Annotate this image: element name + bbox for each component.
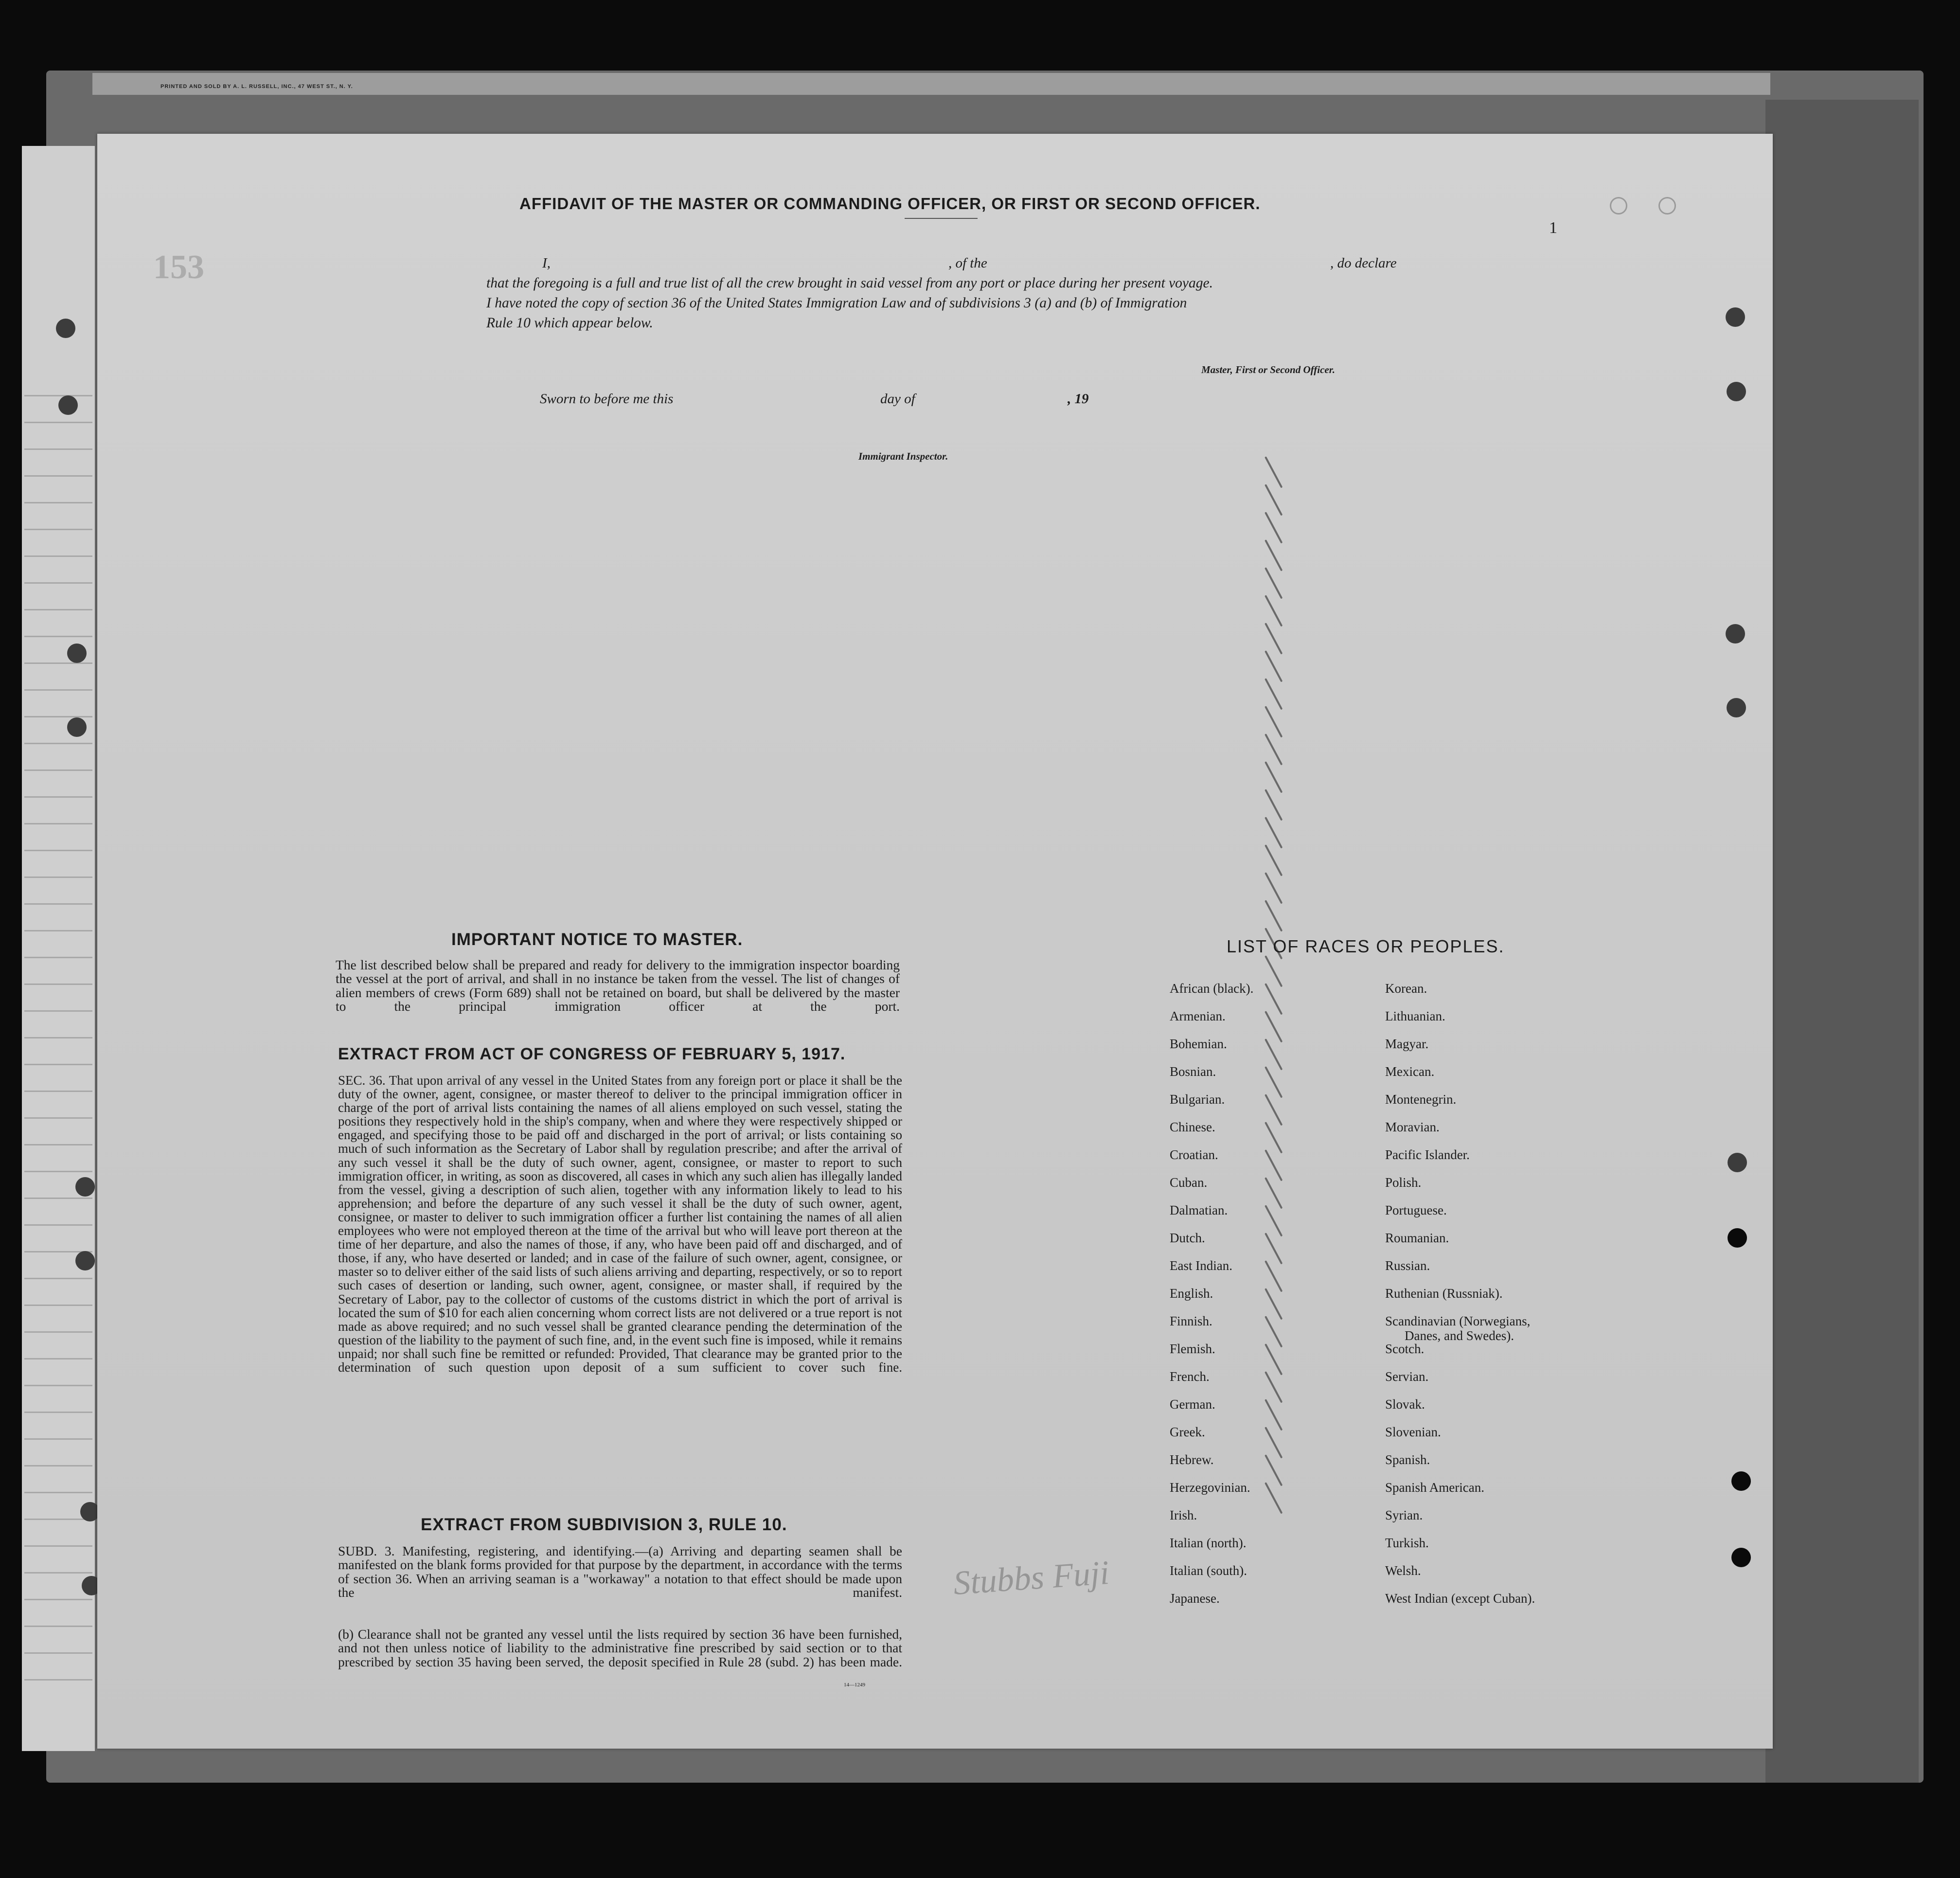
notice-title: IMPORTANT NOTICE TO MASTER. <box>451 930 743 949</box>
punch-hole <box>58 395 78 415</box>
race-item: Servian. <box>1385 1369 1429 1384</box>
year-text: , 19 <box>1068 391 1089 407</box>
punch-hole <box>80 1502 100 1521</box>
race-item: Chinese. <box>1170 1120 1215 1134</box>
ruled-lines <box>24 370 92 1683</box>
act-text: SEC. 36. That upon arrival of any vessel in the United States from any foreign port or place it shall be the duty of the owner, agent, consignee, or master thereof to deliver to the principal immigration officer in charge of the port of arrival lists containing the names of all aliens employed on such vessel, stating the positions they respectively hold in the ship's company, when and where they were respectively shipped or engaged, and specifying those to be paid off and discharged in the port of arrival; or lists containing so much of such information as the Secretary of Labor shall by regulation prescribe; and after the arrival of any such vessel it shall be the duty of such owner, agent, consignee, or master to report to such immigration officer, in writing, as soon as discovered, all cases in which any such alien has illegally landed from the vessel, giving a description of such alien, together with any information likely to lead to his apprehension; and before the departure of any such vessel it shall be the duty of such owner, agent, consignee, or master to deliver to such immigration officer a further list containing the names of all alien employees who were not employed thereon at the time of the arrival but who will leave port thereon at the time of her departure, and also the names of those, if any, who have been paid off and discharged, and of those, if any, who have deserted or landed; and in case of the failure of such owner, agent, consignee, or master so to deliver either of the said lists of such aliens arriving and departing, respectively, or so to report such cases of desertion or landing, such owner, agent, consignee, or master shall, if required by the Secretary of Labor, pay to the collector of customs of the customs district in which the port of arrival is located the sum of $10 for each alien concerning whom correct lists are not delivered or a true report is not made as above required; and no such vessel shall be granted clearance pending the determination of the question of the liability to the payment of such fine, and, in the event such fine is imposed, while it remains unpaid; nor shall such fine be remitted or refunded: Provided, That clearance may be granted prior to the determination of such question upon deposit of a sum sufficient to cover such fine. <box>338 1073 902 1375</box>
affidavit-declare: , do declare <box>1330 255 1397 271</box>
race-item: English. <box>1170 1286 1213 1301</box>
race-item: Mexican. <box>1385 1064 1435 1079</box>
race-item: Finnish. <box>1170 1314 1212 1328</box>
punch-hole <box>1727 382 1746 401</box>
race-item: Dutch. <box>1170 1231 1205 1245</box>
race-item: Scandinavian (Norwegians, <box>1385 1314 1531 1328</box>
race-item: Armenian. <box>1170 1009 1226 1023</box>
form-code: 14—1249 <box>844 1682 865 1688</box>
day-of-text: day of <box>880 391 915 407</box>
race-item: Irish. <box>1170 1508 1197 1522</box>
race-item: Italian (north). <box>1170 1536 1247 1550</box>
race-item: Bohemian. <box>1170 1037 1227 1051</box>
race-item: Welsh. <box>1385 1563 1421 1578</box>
race-item: Portuguese. <box>1385 1203 1447 1217</box>
signature-label: Master, First or Second Officer. <box>1201 364 1335 376</box>
race-item: Bulgarian. <box>1170 1092 1225 1107</box>
race-item: Spanish American. <box>1385 1480 1484 1495</box>
race-item: Hebrew. <box>1170 1452 1214 1467</box>
race-item: Spanish. <box>1385 1452 1430 1467</box>
race-item: Roumanian. <box>1385 1231 1449 1245</box>
punch-hole <box>75 1177 95 1197</box>
handwritten-note: Stubbs Fuji <box>952 1554 1111 1603</box>
races-title: LIST OF RACES OR PEOPLES. <box>1227 936 1505 956</box>
title-underline <box>905 218 978 219</box>
act-title: EXTRACT FROM ACT OF CONGRESS OF FEBRUARY 5, 1917. <box>338 1045 846 1063</box>
race-item: French. <box>1170 1369 1210 1384</box>
race-item: Croatian. <box>1170 1147 1218 1162</box>
race-item: Danes, and Swedes). <box>1405 1328 1514 1343</box>
notice-text: The list described below shall be prepared and ready for delivery to the immigration inspector boarding the vessel at the port of arrival, and shall in no instance be taken from the vessel. The list of changes of alien members of crews (Form 689) shall not be retained on board, but shall be delivered by the master to the principal immigration officer at the port. <box>336 957 900 1014</box>
punch-hole <box>1726 624 1745 644</box>
affidavit-of-the: , of the <box>948 255 987 271</box>
punch-hole <box>1727 698 1746 717</box>
race-item: Cuban. <box>1170 1175 1208 1190</box>
bleed-number: 153 <box>153 249 204 286</box>
race-item: Japanese. <box>1170 1591 1220 1606</box>
race-item: Russian. <box>1385 1258 1430 1273</box>
race-item: Bosnian. <box>1170 1064 1216 1079</box>
affidavit-title: AFFIDAVIT OF THE MASTER OR COMMANDING OFFICER, OR FIRST OR SECOND OFFICER. <box>519 195 1261 213</box>
race-item: Dalmatian. <box>1170 1203 1228 1217</box>
rule-title: EXTRACT FROM SUBDIVISION 3, RULE 10. <box>421 1515 787 1534</box>
printer-line: PRINTED AND SOLD BY A. L. RUSSELL, INC., 47 WEST ST., N. Y. <box>160 84 353 89</box>
punch-hole <box>75 1251 95 1270</box>
rule-text-a: SUBD. 3. Manifesting, registering, and identifying.—(a) Arriving and departing seamen shall be manifested on the blank forms provided for that purpose by the department, in accordance with the terms of section 36. When an arriving seaman is a "workaway" a notation to that effect should be made upon the manifest. <box>338 1543 902 1600</box>
affidavit-line-2: that the foregoing is a full and true list of all the crew brought in said vessel from any port or place during her present voyage. <box>486 275 1213 291</box>
punch-hole <box>1731 1548 1751 1567</box>
race-item: Slovenian. <box>1385 1425 1441 1439</box>
race-item: Turkish. <box>1385 1536 1429 1550</box>
race-item: Magyar. <box>1385 1037 1429 1051</box>
affidavit-line-4: Rule 10 which appear below. <box>486 315 653 331</box>
race-item: Polish. <box>1385 1175 1422 1190</box>
race-item: Syrian. <box>1385 1508 1423 1522</box>
race-item: Montenegrin. <box>1385 1092 1457 1107</box>
race-item: Moravian. <box>1385 1120 1440 1134</box>
race-item: East Indian. <box>1170 1258 1232 1273</box>
race-item: African (black). <box>1170 981 1254 996</box>
race-item: Lithuanian. <box>1385 1009 1445 1023</box>
race-item: Scotch. <box>1385 1341 1425 1356</box>
punch-hole <box>67 644 87 663</box>
sworn-text: Sworn to before me this <box>540 391 674 407</box>
race-item: Italian (south). <box>1170 1563 1247 1578</box>
punch-hole <box>1728 1153 1747 1172</box>
punch-hole <box>67 717 87 737</box>
rule-text-b: (b) Clearance shall not be granted any vessel until the lists required by section 36 have been furnished, and not then unless notice of liability to the administrative fine prescribed by said section or to that prescribed by section 35 having been served, the deposit specified in Rule 28 (subd. 2) has been made. <box>338 1627 902 1669</box>
punch-hole <box>1731 1471 1751 1491</box>
back-sheet-edge <box>1765 100 1919 1783</box>
punch-hole <box>1610 197 1627 215</box>
race-item: Flemish. <box>1170 1341 1215 1356</box>
affidavit-page <box>97 134 1773 1749</box>
punch-hole <box>1728 1228 1747 1248</box>
race-item: Korean. <box>1385 981 1427 996</box>
race-item: Ruthenian (Russniak). <box>1385 1286 1503 1301</box>
punch-hole <box>56 319 75 338</box>
race-item: Pacific Islander. <box>1385 1147 1470 1162</box>
punch-hole <box>1658 197 1676 215</box>
race-item: Slovak. <box>1385 1397 1425 1412</box>
inspector-label: Immigrant Inspector. <box>858 450 948 462</box>
punch-hole <box>1726 307 1745 327</box>
affidavit-line-3: I have noted the copy of section 36 of the United States Immigration Law and of subdivisions 3 (a) and (b) of Immigration <box>486 295 1187 311</box>
race-item: German. <box>1170 1397 1215 1412</box>
affidavit-i: I, <box>542 255 551 271</box>
tick-marks <box>1245 457 1342 1527</box>
page-number: 1 <box>1549 219 1557 237</box>
race-item: Greek. <box>1170 1425 1205 1439</box>
race-item: Herzegovinian. <box>1170 1480 1250 1495</box>
race-item: West Indian (except Cuban). <box>1385 1591 1535 1606</box>
